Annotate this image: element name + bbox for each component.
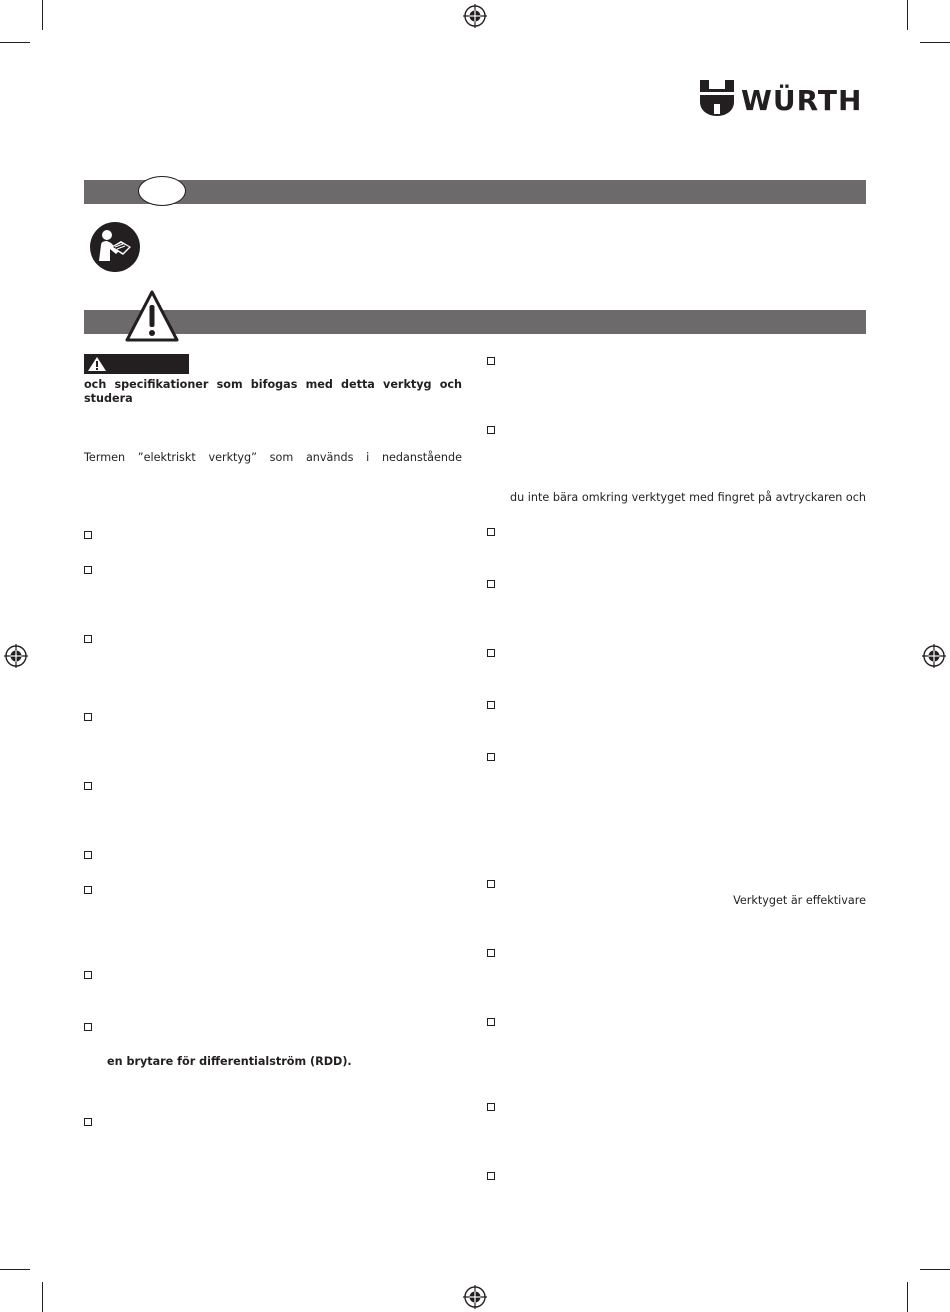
brand-logo — [700, 80, 866, 116]
checkbox-icon — [84, 971, 92, 979]
registration-mark-icon — [4, 644, 28, 668]
checkbox-icon — [84, 851, 92, 859]
warning-triangle-icon — [124, 289, 180, 343]
checkbox-icon — [84, 886, 92, 894]
term-paragraph: Termen ”elektriskt verktyg” som används i nedanstående — [84, 451, 462, 464]
registration-mark-icon — [922, 644, 946, 668]
checkbox-icon — [487, 649, 495, 657]
checkbox-icon — [487, 753, 495, 761]
rcd-text: en brytare för differentialström (RDD). — [107, 1055, 352, 1068]
effective-text: Verktyget är effektivare — [733, 894, 866, 907]
checkbox-icon — [487, 580, 495, 588]
registration-mark-icon — [463, 4, 487, 28]
section-band — [84, 310, 866, 334]
crop-mark — [42, 0, 43, 30]
svg-text:WÜRTH: WÜRTH — [741, 84, 863, 116]
checkbox-icon — [487, 1018, 495, 1026]
checkbox-icon — [487, 426, 495, 434]
checkbox-icon — [487, 357, 495, 365]
checkbox-icon — [487, 949, 495, 957]
checkbox-icon — [84, 566, 92, 574]
checkbox-icon — [84, 635, 92, 643]
language-badge — [138, 176, 186, 206]
checkbox-icon — [487, 528, 495, 536]
crop-mark — [0, 1269, 30, 1270]
checkbox-icon — [84, 782, 92, 790]
crop-mark — [0, 42, 30, 43]
warning-intro-text: och specifikationer som bifogas med detta verktyg och studera — [84, 378, 462, 405]
wuerth-emblem-icon — [700, 80, 734, 116]
checkbox-icon — [487, 880, 495, 888]
warning-triangle-icon — [87, 356, 107, 372]
crop-mark — [920, 1269, 950, 1270]
checkbox-icon — [487, 1103, 495, 1111]
section-band — [84, 180, 866, 204]
crop-mark — [920, 42, 950, 43]
checkbox-icon — [84, 713, 92, 721]
checkbox-icon — [487, 701, 495, 709]
registration-mark-icon — [463, 1285, 487, 1309]
carry-text: du inte bära omkring verktyget med fingret på avtryckaren och — [510, 491, 866, 504]
crop-mark — [907, 0, 908, 30]
checkbox-icon — [84, 1023, 92, 1031]
checkbox-icon — [487, 1172, 495, 1180]
checkbox-icon — [84, 531, 92, 539]
crop-mark — [42, 1282, 43, 1312]
crop-mark — [907, 1282, 908, 1312]
wuerth-wordmark — [741, 80, 867, 116]
read-manual-icon — [89, 221, 141, 273]
warning-label — [84, 354, 189, 374]
checkbox-icon — [84, 1118, 92, 1126]
